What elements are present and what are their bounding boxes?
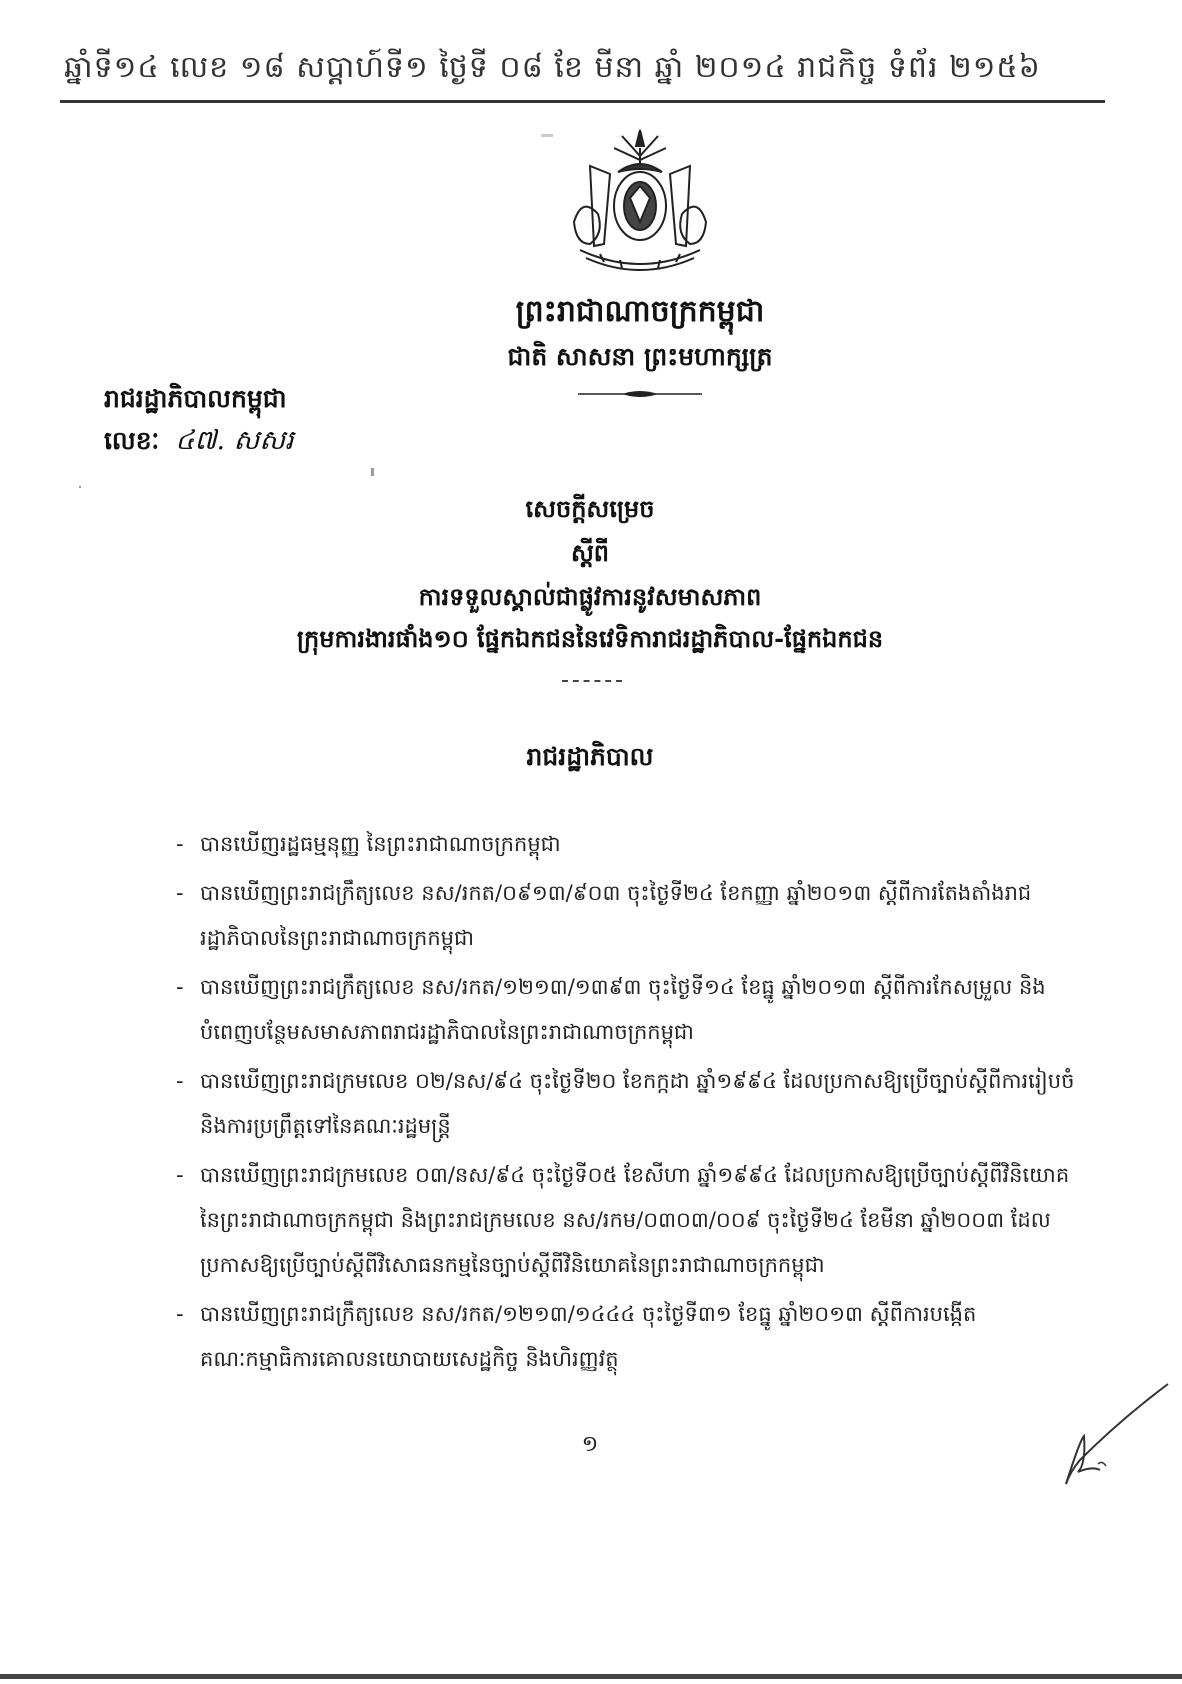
page-number: ១ (581, 1432, 599, 1457)
preamble-item: - បានឃើញរដ្ឋធម្មនុញ្ញ នៃព្រះរាជាណាចក្រកម្ពុជា (176, 822, 1076, 867)
reference-label: លេខៈ (104, 426, 160, 455)
header-rule (60, 100, 1105, 103)
section-heading: រាជរដ្ឋាភិបាល (526, 742, 654, 771)
preamble-item: - បានឃើញព្រះរាជក្រមលេខ ០៣/នស/៩៤ ចុះថ្ងៃទី០៥ ខែសីហា ឆ្នាំ១៩៩៤ ដែលប្រកាសឱ្យប្រើច្បាប់ស្តីពីវិនិយោគនៃព្រះរាជាណាចក្រកម្ពុជា និងព្រះរាជក្រមលេខ នស/រកម/០៣០៣/០០៩ ចុះថ្ងៃទី២៤ ខែមីនា ឆ្នាំ២០០៣ ដែលប្រកាសឱ្យប្រើច្បាប់ស្តីពីវិសោធនកម្មនៃច្បាប់ស្តីពីវិនិយោគនៃព្រះរាជាណាចក្រកម្ពុជា (176, 1153, 1076, 1288)
issuing-authority: រាជរដ្ឋាភិបាលកម្ពុជា (104, 384, 287, 413)
ornament-divider (578, 388, 702, 400)
preamble-item: - បានឃើញព្រះរាជក្រឹត្យលេខ នស/រកត/១២១៣/១៣៩៣ ចុះថ្ងៃទី១៤ ខែធ្នូ ឆ្នាំ២០១៣ ស្តីពីការកែសម្រួល និងបំពេញបន្ថែមសមាសភាពរាជរដ្ឋាភិបាលនៃព្រះរាជាណាចក្រកម្ពុជា (176, 965, 1076, 1055)
title-divider (562, 680, 622, 682)
scan-speck (371, 468, 374, 476)
royal-coat-of-arms-icon (560, 126, 720, 282)
bottom-rule (0, 1674, 1182, 1679)
reference-number (104, 424, 294, 463)
preamble-item: - បានឃើញព្រះរាជក្រឹត្យលេខ នស/រកត/០៩១៣/៩០៣ ចុះថ្ងៃទី២៤ ខែកញ្ញា ឆ្នាំ២០១៣ ស្តីពីការតែងតាំងរាជរដ្ឋាភិបាលនៃព្រះរាជាណាចក្រកម្ពុជា (176, 871, 1076, 961)
preamble-item: - បានឃើញព្រះរាជក្រមលេខ ០២/នស/៩៤ ចុះថ្ងៃទី២០ ខែកក្កដា ឆ្នាំ១៩៩៤ ដែលប្រកាសឱ្យប្រើច្បាប់ស្តីពីការរៀបចំ និងការប្រព្រឹត្តទៅនៃគណៈរដ្ឋមន្ត្រី (176, 1059, 1076, 1149)
document-subject-line-1: ការទទួលស្គាល់ជាផ្លូវការនូវសមាសភាព (418, 582, 762, 611)
scan-speck (79, 486, 81, 488)
kingdom-name: ព្រះរាជាណាចក្រកម្ពុជា (515, 294, 765, 329)
document-subject-line-2: ក្រុមការងារផាំង១០ ផ្នែកឯកជននៃវេទិការាជរដ្ឋាភិបាល-ផ្នែកឯកជន (296, 624, 884, 653)
signature-icon (1040, 1380, 1170, 1490)
running-header: ឆ្នាំទី១៤ លេខ ១៨ សប្តាហ៍ទី១ ថ្ងៃទី ០៨ ខែ មីនា ឆ្នាំ ២០១៤ រាជកិច្ច ទំព័រ ២១៥៦ (64, 50, 1041, 85)
scan-speck (541, 134, 553, 137)
national-motto: ជាតិ សាសនា ព្រះមហាក្សត្រ (507, 342, 773, 371)
preamble-item: - បានឃើញព្រះរាជក្រឹត្យលេខ នស/រកត/១២១៣/១៤៤៤ ចុះថ្ងៃទី៣១ ខែធ្នូ ឆ្នាំ២០១៣ ស្តីពីការបង្កើតគណៈកម្មាធិការគោលនយោបាយសេដ្ឋកិច្ច និងហិរញ្ញវត្ថុ (176, 1292, 1076, 1382)
reference-value: ៤៧. សសរ (175, 425, 294, 456)
document-title-about: ស្តីពី (570, 538, 610, 567)
preamble-list (176, 822, 1076, 1386)
document-title: សេចក្តីសម្រេច (525, 494, 655, 523)
